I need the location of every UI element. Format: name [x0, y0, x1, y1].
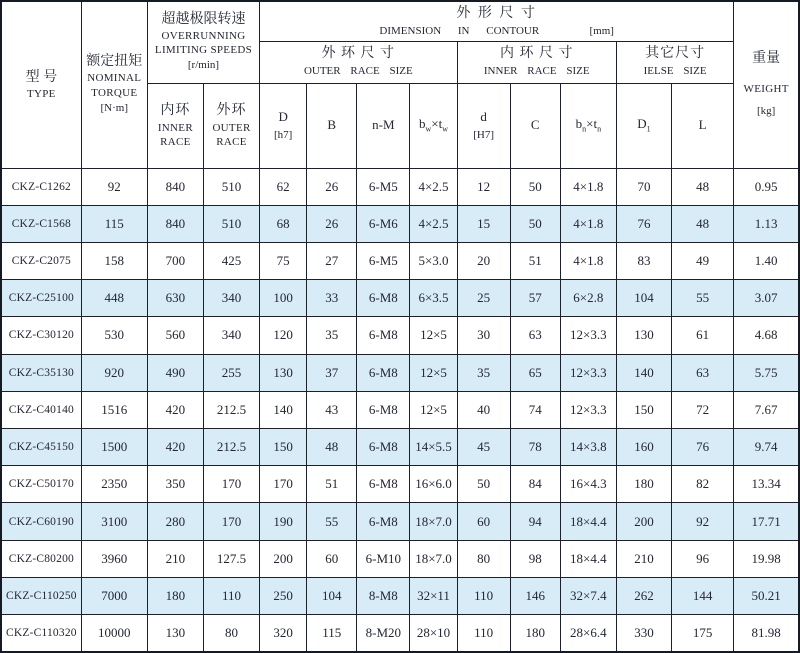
- table-body: [1, 168, 799, 652]
- value-cell: 12: [457, 168, 510, 205]
- model-cell: CKZ-C110320: [1, 615, 81, 652]
- else-size-zh: 其它尺寸: [645, 46, 706, 62]
- value-cell: 127.5: [203, 540, 259, 577]
- speed-inner-en1: INNER: [157, 121, 193, 134]
- value-cell: 144: [672, 577, 734, 614]
- value-cell: 448: [81, 280, 147, 317]
- value-cell: 70: [616, 168, 671, 205]
- value-cell: 1516: [81, 391, 147, 428]
- header-type: [1, 1, 81, 168]
- value-cell: 530: [81, 317, 147, 354]
- value-cell: 30: [457, 317, 510, 354]
- table-row: [1, 242, 799, 279]
- speed-outer-zh: 外环: [216, 102, 247, 118]
- value-cell: 82: [672, 466, 734, 503]
- table-row: [1, 205, 799, 242]
- value-cell: 180: [147, 577, 203, 614]
- value-cell: 212.5: [203, 429, 259, 466]
- value-cell: 50.21: [734, 577, 799, 614]
- else-size-en: IELSE SIZE: [643, 65, 707, 78]
- value-cell: 115: [307, 615, 357, 652]
- value-cell: 12×3.3: [560, 317, 616, 354]
- table-row: [1, 615, 799, 652]
- value-cell: 9.74: [734, 429, 799, 466]
- value-cell: 700: [147, 242, 203, 279]
- value-cell: 3.07: [734, 280, 799, 317]
- model-cell: CKZ-C1262: [1, 168, 81, 205]
- value-cell: 280: [147, 503, 203, 540]
- value-cell: 130: [260, 354, 307, 391]
- value-cell: 12×5: [410, 317, 457, 354]
- model-cell: CKZ-C30120: [1, 317, 81, 354]
- header-col-C: C: [510, 83, 560, 168]
- value-cell: 12×5: [410, 354, 457, 391]
- overrunning-label-en1: OVERRUNNING: [161, 29, 246, 42]
- value-cell: 420: [147, 429, 203, 466]
- value-cell: 13.34: [734, 466, 799, 503]
- value-cell: 55: [672, 280, 734, 317]
- dimension-unit: [mm]: [589, 24, 614, 37]
- value-cell: 4×2.5: [410, 168, 457, 205]
- value-cell: 83: [616, 242, 671, 279]
- value-cell: 35: [307, 317, 357, 354]
- value-cell: 104: [307, 577, 357, 614]
- header-weight: [734, 1, 799, 168]
- value-cell: 1500: [81, 429, 147, 466]
- value-cell: 510: [203, 168, 259, 205]
- value-cell: 5.75: [734, 354, 799, 391]
- value-cell: 350: [147, 466, 203, 503]
- value-cell: 28×6.4: [560, 615, 616, 652]
- value-cell: 200: [616, 503, 671, 540]
- value-cell: 18×4.4: [560, 540, 616, 577]
- value-cell: 18×4.4: [560, 503, 616, 540]
- value-cell: 48: [672, 168, 734, 205]
- value-cell: 255: [203, 354, 259, 391]
- type-label-en: TYPE: [26, 87, 56, 100]
- header-col-bw-tw: $b_w\times t_w$: [410, 83, 457, 168]
- value-cell: 920: [81, 354, 147, 391]
- value-cell: 130: [616, 317, 671, 354]
- value-cell: 6-M8: [357, 503, 410, 540]
- value-cell: 180: [510, 615, 560, 652]
- value-cell: 76: [672, 429, 734, 466]
- value-cell: 15: [457, 205, 510, 242]
- value-cell: 37: [307, 354, 357, 391]
- torque-label-en1: NOMINAL: [87, 72, 142, 85]
- value-cell: 200: [260, 540, 307, 577]
- value-cell: 16×4.3: [560, 466, 616, 503]
- value-cell: 43: [307, 391, 357, 428]
- value-cell: 212.5: [203, 391, 259, 428]
- dimension-label-zh: 外 形 尺 寸: [456, 6, 537, 22]
- torque-label-en2: TORQUE: [91, 86, 138, 99]
- overrunning-label-en2: LIMITING SPEEDS: [154, 44, 253, 57]
- value-cell: 6-M8: [357, 466, 410, 503]
- value-cell: 1.40: [734, 242, 799, 279]
- value-cell: 96: [672, 540, 734, 577]
- value-cell: 12×3.3: [560, 391, 616, 428]
- type-label-zh: 型 号: [25, 69, 58, 85]
- model-cell: CKZ-C60190: [1, 503, 81, 540]
- value-cell: 110: [203, 577, 259, 614]
- table-row: [1, 429, 799, 466]
- value-cell: 146: [510, 577, 560, 614]
- value-cell: 55: [307, 503, 357, 540]
- value-cell: 5×3.0: [410, 242, 457, 279]
- weight-label-en: WEIGHT: [743, 83, 789, 96]
- value-cell: 80: [457, 540, 510, 577]
- model-cell: CKZ-C1568: [1, 205, 81, 242]
- value-cell: 6-M8: [357, 280, 410, 317]
- value-cell: 4×1.8: [560, 242, 616, 279]
- speed-outer-en1: OUTER: [212, 121, 251, 134]
- header-col-B: B: [307, 83, 357, 168]
- value-cell: 340: [203, 280, 259, 317]
- value-cell: 150: [260, 429, 307, 466]
- value-cell: 210: [147, 540, 203, 577]
- value-cell: 10000: [81, 615, 147, 652]
- value-cell: 63: [510, 317, 560, 354]
- value-cell: 14×3.8: [560, 429, 616, 466]
- value-cell: 92: [81, 168, 147, 205]
- value-cell: 210: [616, 540, 671, 577]
- value-cell: 3960: [81, 540, 147, 577]
- model-cell: CKZ-C80200: [1, 540, 81, 577]
- value-cell: 17.71: [734, 503, 799, 540]
- model-cell: CKZ-C35130: [1, 354, 81, 391]
- value-cell: 190: [260, 503, 307, 540]
- header-col-L: L: [672, 83, 734, 168]
- weight-label-zh: 重量: [752, 51, 781, 67]
- value-cell: 48: [672, 205, 734, 242]
- value-cell: 6-M5: [357, 242, 410, 279]
- value-cell: 68: [260, 205, 307, 242]
- table-header: [1, 1, 799, 168]
- header-col-D: D [h7]: [260, 83, 307, 168]
- value-cell: 158: [81, 242, 147, 279]
- torque-unit: [N·m]: [100, 101, 129, 114]
- table-row: [1, 354, 799, 391]
- value-cell: 4×2.5: [410, 205, 457, 242]
- value-cell: 26: [307, 205, 357, 242]
- value-cell: 20: [457, 242, 510, 279]
- value-cell: 32×11: [410, 577, 457, 614]
- torque-label-zh: 额定扭矩: [86, 54, 143, 70]
- weight-unit: [kg]: [756, 104, 776, 117]
- header-dimension: [260, 1, 734, 41]
- value-cell: 630: [147, 280, 203, 317]
- value-cell: 57: [510, 280, 560, 317]
- value-cell: 75: [260, 242, 307, 279]
- value-cell: 3100: [81, 503, 147, 540]
- value-cell: 51: [510, 242, 560, 279]
- value-cell: 120: [260, 317, 307, 354]
- header-col-bn-tn: $b_n\times t_n$: [560, 83, 616, 168]
- value-cell: 84: [510, 466, 560, 503]
- table-row: [1, 577, 799, 614]
- value-cell: 262: [616, 577, 671, 614]
- value-cell: 7000: [81, 577, 147, 614]
- value-cell: 560: [147, 317, 203, 354]
- header-outer-race-size: [260, 41, 457, 83]
- inner-race-size-zh: 内 环 尺 寸: [499, 46, 574, 62]
- value-cell: 6-M8: [357, 354, 410, 391]
- value-cell: 175: [672, 615, 734, 652]
- value-cell: 78: [510, 429, 560, 466]
- value-cell: 25: [457, 280, 510, 317]
- dimension-label-en: DIMENSION IN CONTOUR [mm]: [379, 24, 614, 37]
- model-cell: CKZ-C40140: [1, 391, 81, 428]
- value-cell: 4×1.8: [560, 168, 616, 205]
- table-row: [1, 280, 799, 317]
- value-cell: 330: [616, 615, 671, 652]
- header-else-size: [616, 41, 733, 83]
- header-col-D1: $D_1$: [616, 83, 671, 168]
- value-cell: 6-M10: [357, 540, 410, 577]
- value-cell: 2350: [81, 466, 147, 503]
- model-cell: CKZ-C25100: [1, 280, 81, 317]
- value-cell: 6-M8: [357, 317, 410, 354]
- value-cell: 420: [147, 391, 203, 428]
- header-speed-inner-race: [147, 83, 203, 168]
- value-cell: 140: [616, 354, 671, 391]
- value-cell: 65: [510, 354, 560, 391]
- value-cell: 425: [203, 242, 259, 279]
- value-cell: 61: [672, 317, 734, 354]
- speed-inner-en2: RACE: [160, 135, 191, 148]
- value-cell: 150: [616, 391, 671, 428]
- table-row: [1, 391, 799, 428]
- value-cell: 48: [307, 429, 357, 466]
- value-cell: 62: [260, 168, 307, 205]
- value-cell: 6-M5: [357, 168, 410, 205]
- value-cell: 98: [510, 540, 560, 577]
- model-cell: CKZ-C2075: [1, 242, 81, 279]
- value-cell: 115: [81, 205, 147, 242]
- value-cell: 12×3.3: [560, 354, 616, 391]
- value-cell: 6×2.8: [560, 280, 616, 317]
- model-cell: CKZ-C110250: [1, 577, 81, 614]
- value-cell: 840: [147, 205, 203, 242]
- value-cell: 340: [203, 317, 259, 354]
- value-cell: 160: [616, 429, 671, 466]
- value-cell: 60: [307, 540, 357, 577]
- value-cell: 74: [510, 391, 560, 428]
- value-cell: 320: [260, 615, 307, 652]
- value-cell: 4.68: [734, 317, 799, 354]
- value-cell: 1.13: [734, 205, 799, 242]
- inner-race-size-en: INNER RACE SIZE: [483, 65, 590, 78]
- table-row: [1, 540, 799, 577]
- outer-race-size-en: OUTER RACE SIZE: [303, 65, 413, 78]
- header-nominal-torque: [81, 1, 147, 168]
- value-cell: 0.95: [734, 168, 799, 205]
- value-cell: 6-M8: [357, 391, 410, 428]
- model-cell: CKZ-C45150: [1, 429, 81, 466]
- value-cell: 110: [457, 615, 510, 652]
- value-cell: 76: [616, 205, 671, 242]
- value-cell: 140: [260, 391, 307, 428]
- value-cell: 12×5: [410, 391, 457, 428]
- value-cell: 110: [457, 577, 510, 614]
- header-speed-outer-race: [203, 83, 259, 168]
- value-cell: 840: [147, 168, 203, 205]
- value-cell: 63: [672, 354, 734, 391]
- value-cell: 60: [457, 503, 510, 540]
- value-cell: 80: [203, 615, 259, 652]
- speed-inner-zh: 内环: [160, 102, 191, 118]
- value-cell: 6×3.5: [410, 280, 457, 317]
- value-cell: 50: [510, 168, 560, 205]
- value-cell: 8-M20: [357, 615, 410, 652]
- value-cell: 18×7.0: [410, 540, 457, 577]
- header-inner-race-size: [457, 41, 616, 83]
- value-cell: 250: [260, 577, 307, 614]
- value-cell: 510: [203, 205, 259, 242]
- value-cell: 18×7.0: [410, 503, 457, 540]
- value-cell: 8-M8: [357, 577, 410, 614]
- value-cell: 16×6.0: [410, 466, 457, 503]
- value-cell: 45: [457, 429, 510, 466]
- value-cell: 50: [510, 205, 560, 242]
- value-cell: 92: [672, 503, 734, 540]
- value-cell: 32×7.4: [560, 577, 616, 614]
- value-cell: 6-M6: [357, 205, 410, 242]
- model-cell: CKZ-C50170: [1, 466, 81, 503]
- value-cell: 40: [457, 391, 510, 428]
- outer-race-size-zh: 外 环 尺 寸: [321, 46, 396, 62]
- value-cell: 4×1.8: [560, 205, 616, 242]
- value-cell: 7.67: [734, 391, 799, 428]
- value-cell: 49: [672, 242, 734, 279]
- value-cell: 130: [147, 615, 203, 652]
- value-cell: 72: [672, 391, 734, 428]
- value-cell: 19.98: [734, 540, 799, 577]
- value-cell: 100: [260, 280, 307, 317]
- overrunning-unit: [r/min]: [187, 59, 220, 72]
- value-cell: 14×5.5: [410, 429, 457, 466]
- overrunning-label-zh: 超越极限转速: [161, 11, 246, 27]
- value-cell: 33: [307, 280, 357, 317]
- value-cell: 51: [307, 466, 357, 503]
- table-row: [1, 466, 799, 503]
- value-cell: 6-M8: [357, 429, 410, 466]
- table-row: [1, 503, 799, 540]
- value-cell: 28×10: [410, 615, 457, 652]
- header-col-d: d [H7]: [457, 83, 510, 168]
- value-cell: 170: [260, 466, 307, 503]
- value-cell: 26: [307, 168, 357, 205]
- speed-outer-en2: RACE: [216, 135, 247, 148]
- value-cell: 180: [616, 466, 671, 503]
- value-cell: 27: [307, 242, 357, 279]
- header-col-nM: n-M: [357, 83, 410, 168]
- value-cell: 170: [203, 503, 259, 540]
- table-row: [1, 168, 799, 205]
- value-cell: 35: [457, 354, 510, 391]
- value-cell: 50: [457, 466, 510, 503]
- header-overrunning-speeds: [147, 1, 259, 83]
- value-cell: 104: [616, 280, 671, 317]
- value-cell: 490: [147, 354, 203, 391]
- value-cell: 94: [510, 503, 560, 540]
- table-row: [1, 317, 799, 354]
- value-cell: 81.98: [734, 615, 799, 652]
- value-cell: 170: [203, 466, 259, 503]
